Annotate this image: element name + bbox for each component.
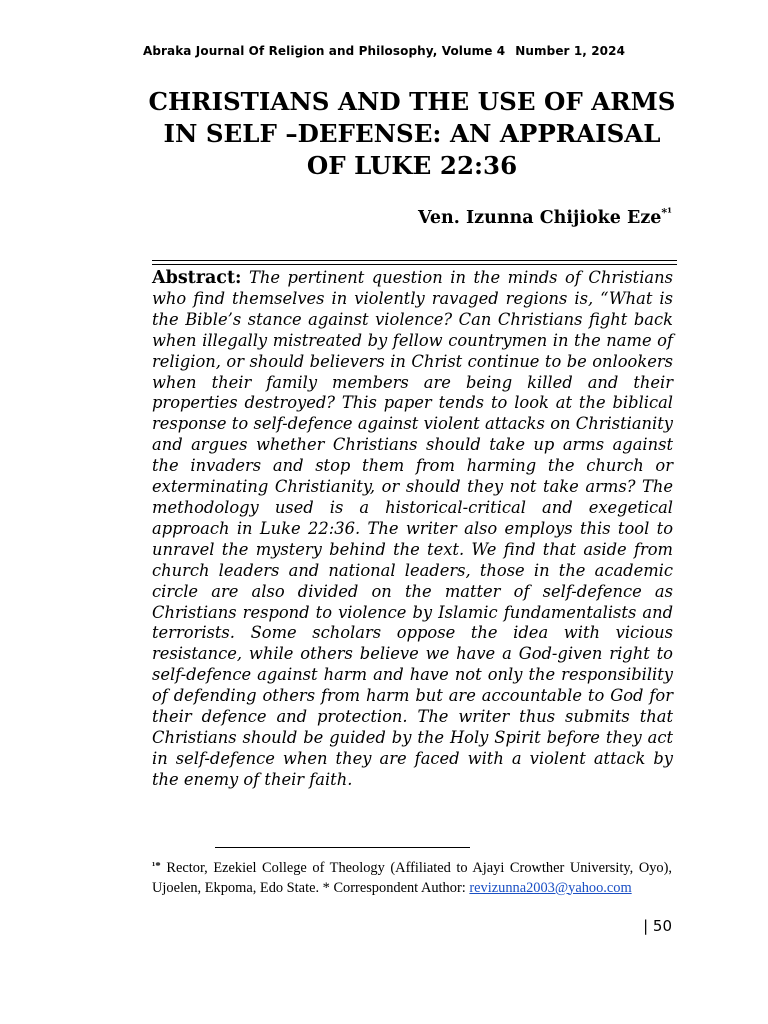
divider-rule-top [152, 260, 677, 261]
footnote-marker: ¹* [152, 860, 161, 872]
author-email-link[interactable]: revizunna2003@yahoo.com [469, 879, 632, 896]
abstract-label: Abstract: [152, 268, 242, 288]
issue-info: Number 1, 2024 [515, 44, 626, 58]
footnote [152, 857, 672, 898]
divider-rule-bottom [152, 264, 677, 265]
author-marker: *¹ [661, 206, 672, 219]
author-name: Ven. Izunna Chijioke Eze [417, 207, 662, 228]
running-header [0, 44, 768, 58]
author-line [418, 206, 672, 228]
page-number: | 50 [643, 917, 672, 935]
footnote-text: Rector, Ezekiel College of Theology (Affiliated to Ajayi Crowther University, Oyo), Ujoelen, Ekpoma, Edo State. * Correspondent Author: [152, 860, 672, 896]
journal-name: Abraka Journal Of Religion and Philosophy, Volume 4 [142, 44, 506, 58]
abstract-text: The pertinent question in the minds of Christians who find themselves in violently ravaged regions is, “What is the Bible’s stance against violence? Can Christians fight back when illegally mistreated by fellow countrymen in the name of religion, or should believers in Christ continue to be onlookers when their family members are being killed and their properties destroyed? This paper tends to look at the biblical response to self-defence against violent attacks on Christianity and argues whether Christians should take up arms against the invaders and stop them from harming the church or exterminating Christianity, or should they not take arms? The methodology used is a historical-critical and exegetical approach in Luke 22:36. The writer also employs this tool to unravel the mystery behind the text. We find that aside from church leaders and national leaders, those in the academic circle are also divided on the matter of self-defence as Christians respond to violence by Islamic fundamentalists and terrorists. Some scholars oppose the idea with vicious resistance, while others believe we have a God-given right to self-defence against harm and have not only the responsibility of defending others from harm but are accountable to God for their defence and protection. The writer thus submits that Christians should be guided by the Holy Spirit before they act in self-defence when they are faced with a violent attack by the enemy of their faith. [152, 268, 673, 789]
article-title: CHRISTIANS AND THE USE OF ARMS IN SELF –DEFENSE: AN APPRAISAL OF LUKE 22:36 [148, 87, 676, 180]
footnote-separator [215, 847, 470, 848]
abstract [152, 268, 673, 791]
